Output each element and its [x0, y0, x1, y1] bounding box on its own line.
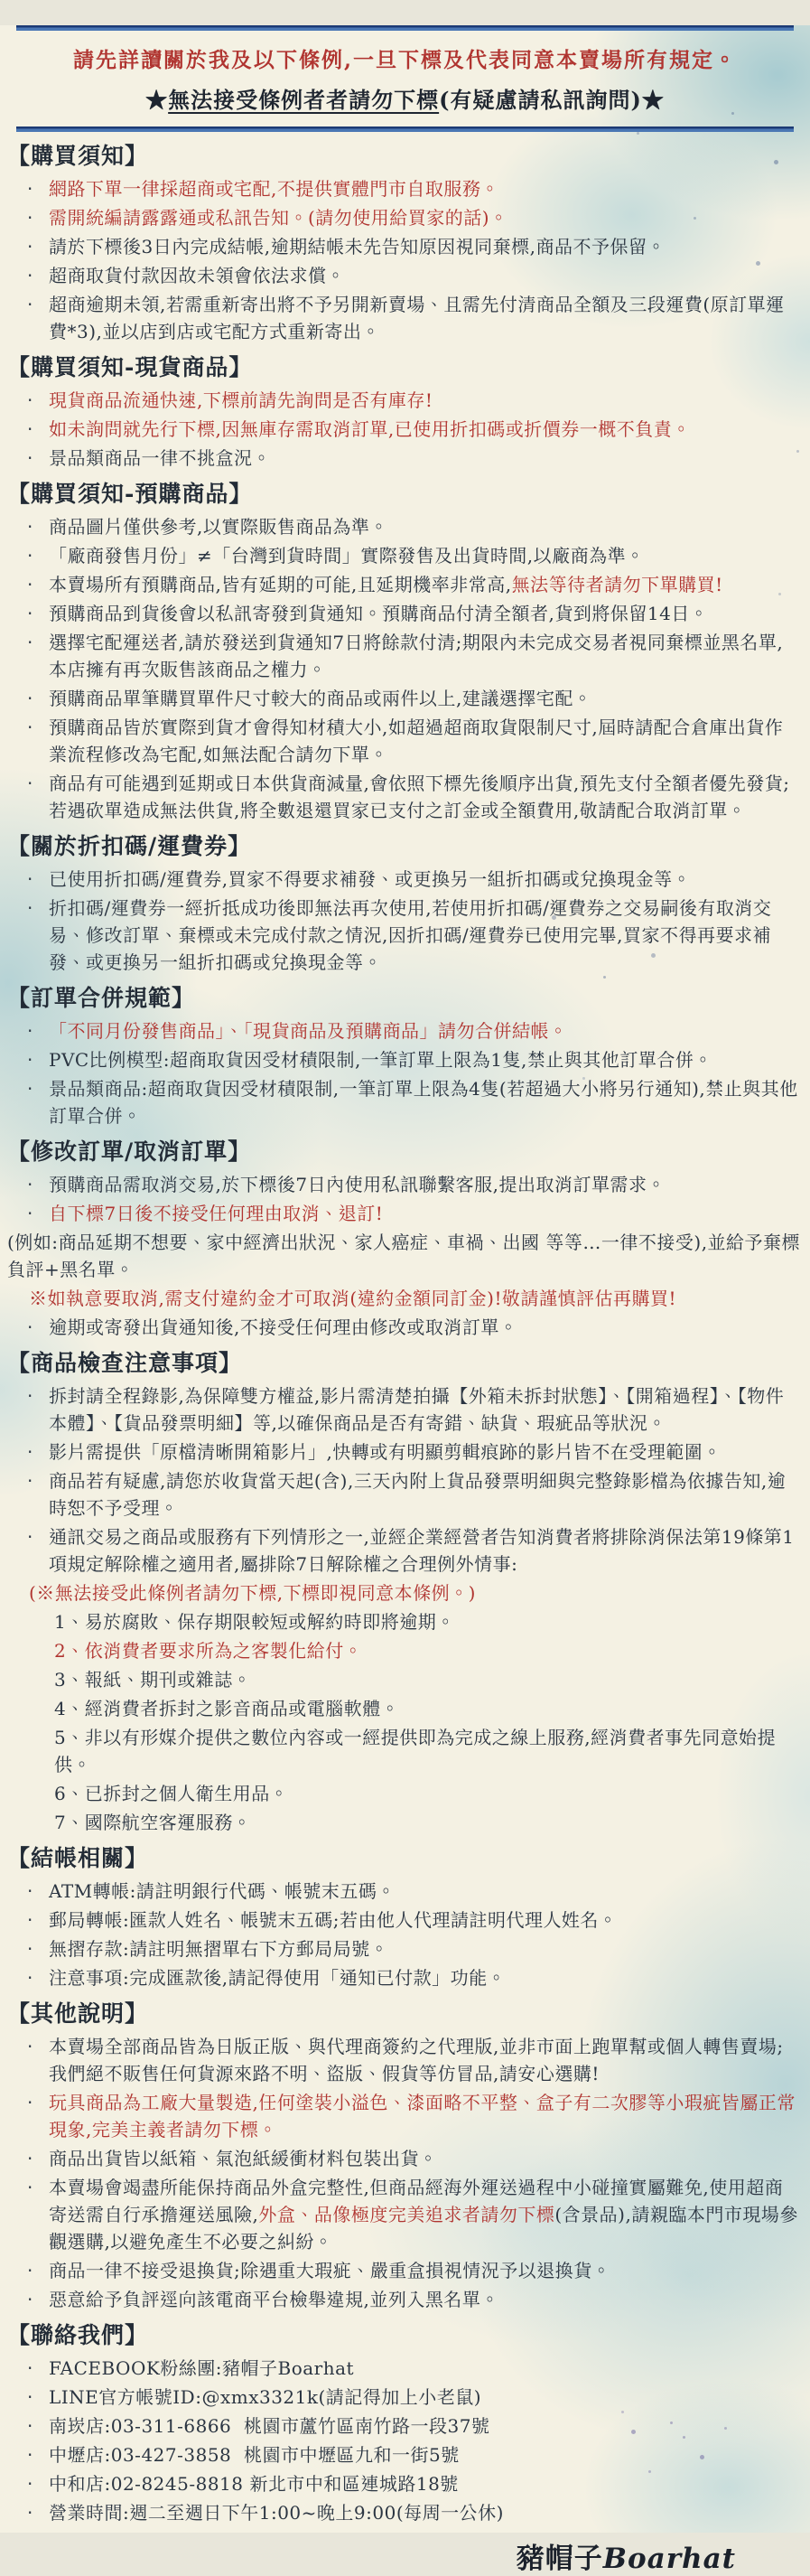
rule-item	[7, 1724, 801, 1778]
rule-item	[7, 175, 801, 202]
section-title: 【聯絡我們】	[7, 2322, 149, 2348]
rule-item	[7, 2145, 801, 2172]
rule-item	[7, 1579, 801, 1606]
bullet-dot-icon: ‧	[27, 2502, 33, 2524]
rule-item	[7, 685, 801, 712]
text-segment: 南崁店:03-311-6866 桃園市蘆竹區南竹路一段37號	[49, 2415, 490, 2437]
section-title: 【其他說明】	[7, 2000, 149, 2027]
text-segment: ※如執意要取消,需支付違約金才可取消(違約金額同訂金)!敬請謹慎評估再購買!	[29, 1288, 677, 1309]
rule-item	[7, 1285, 801, 1312]
text-segment: 「廠商發售月份」≠「台灣到貨時間」實際發售及出貨時間,以廠商為準。	[49, 545, 645, 567]
text-segment: 超商取貨付款因故未領會依法求償。	[49, 265, 345, 286]
bullet-dot-icon: ‧	[27, 1967, 33, 1989]
text-segment: (含景品),請親臨本門市現場參觀選購,以避免產生不必要之糾紛。	[49, 2204, 798, 2253]
text-segment: 4、經消費者拆封之影音商品或電腦軟體。	[54, 1698, 400, 1719]
text-segment: ATM轉帳:請註明銀行代碼、帳號末五碼。	[49, 1880, 396, 1902]
text-segment: 逾期或寄發出貨通知後,不接受任何理由修改或取消訂單。	[49, 1316, 518, 1338]
page-root	[0, 25, 810, 2575]
bullet-dot-icon: ‧	[27, 418, 33, 440]
text-segment: 需開統編請露露通或私訊告知。(請勿使用給買家的話)。	[49, 207, 508, 229]
rule-item	[7, 600, 801, 627]
bullet-dot-icon: ‧	[27, 1909, 33, 1931]
rule-item	[7, 1637, 801, 1664]
bullet-dot-icon: ‧	[27, 1203, 33, 1224]
text-segment: 拆封請全程錄影,為保障雙方權益,影片需清楚拍攝【外箱未拆封狀態】、【開箱過程】、【物件本體】、【貨品發票明細】等,以確保商品是否有寄錯、缺貨、瑕疵品等狀況。	[49, 1385, 785, 1434]
text-segment: 5、非以有形媒介提供之數位內容或一經提供即為完成之線上服務,經消費者事先同意始提供。	[54, 1727, 777, 1775]
rule-item	[7, 1935, 801, 1962]
bullet-dot-icon: ‧	[27, 2260, 33, 2281]
bullet-dot-icon: ‧	[27, 1441, 33, 1463]
rule-section	[7, 831, 801, 976]
bullet-dot-icon: ‧	[27, 603, 33, 624]
text-segment: 景品類商品一律不挑盒況。	[49, 447, 271, 469]
sections	[0, 141, 810, 2526]
rule-item	[7, 770, 801, 824]
rule-item	[7, 416, 801, 443]
text-segment: 預購商品皆於實際到貨才會得知材積大小,如超過超商取貨限制尺寸,屆時請配合倉庫出貨作業流程修改為宅配,如無法配合請勿下單。	[49, 717, 784, 765]
rule-item	[7, 2033, 801, 2087]
rule-item	[7, 1075, 801, 1129]
rule-item	[7, 895, 801, 976]
bullet-dot-icon: ‧	[27, 2444, 33, 2466]
bullet-dot-icon: ‧	[27, 2177, 33, 2198]
rule-section	[7, 1843, 801, 1991]
rule-item	[7, 1438, 801, 1466]
rule-item	[7, 1171, 801, 1198]
text-segment: FACEBOOK粉絲團:豬帽子Boarhat	[49, 2357, 355, 2379]
text-segment: 預購商品單筆購買單件尺寸較大的商品或兩件以上,建議選擇宅配。	[49, 688, 592, 709]
rule-item	[7, 2174, 801, 2255]
text-segment: 折扣碼/運費券一經折抵成功後即無法再次使用,若使用折扣碼/運費券之交易嗣後有取消交易、修改訂單、棄標或未完成付款之情況,因折扣碼/運費券已使用完畢,買家不得再要求補發、或更換另一組折扣碼或兌換現金等。	[49, 897, 772, 973]
text-segment: 商品若有疑慮,請您於收貨當天起(含),三天內附上貨品發票明細與完整錄影檔為依據告知,逾時恕不予受理。	[49, 1470, 787, 1519]
text-segment: 本賣場全部商品皆為日版正版、與代理商簽約之代理版,並非市面上跑單幫或個人轉售賣場;我們絕不販售任何貨源來路不明、盜版、假貨等仿冒品,請安心選購!	[49, 2036, 784, 2084]
rule-item	[7, 1046, 801, 1073]
rule-item	[7, 1467, 801, 1522]
bullet-dot-icon: ‧	[27, 516, 33, 538]
rule-item	[7, 1017, 801, 1044]
text-segment: 景品類商品:超商取貨因受材積限制,一筆訂單上限為4隻(若超過大小將另行通知),禁止與其他訂單合併。	[49, 1078, 798, 1127]
section-title: 【結帳相關】	[7, 1845, 149, 1871]
rule-section	[7, 1137, 801, 1341]
text-segment: 網路下單一律採超商或宅配,不提供實體門市自取服務。	[49, 178, 499, 200]
rule-item	[7, 866, 801, 893]
rule-item	[7, 1780, 801, 1807]
rule-item	[7, 1200, 801, 1227]
text-segment: 商品出貨皆以紙箱、氣泡紙緩衝材料包裝出貨。	[49, 2148, 438, 2169]
text-segment: 自下標7日後不接受任何理由取消、退訂!	[49, 1203, 384, 1224]
text-segment: (※無法接受此條例者請勿下標,下標即視同意本條例。)	[29, 1582, 476, 1604]
bullet-dot-icon: ‧	[27, 545, 33, 567]
text-segment: 惡意給予負評逕向該電商平台檢舉違規,並列入黑名單。	[49, 2289, 499, 2310]
rule-item	[7, 262, 801, 289]
section-title: 【訂單合併規範】	[7, 985, 196, 1011]
rule-item	[7, 1229, 801, 1283]
text-segment: 注意事項:完成匯款後,請記得使用「通知已付款」功能。	[49, 1967, 507, 1989]
seller-signature	[0, 2535, 810, 2576]
text-segment: 商品有可能遇到延期或日本供貨商減量,會依照下標先後順序出貨,預先支付全額者優先發貨;若遇砍單造成無法供貨,將全數退還買家已支付之訂金或全額費用,敬請配合取消訂單。	[49, 773, 790, 821]
text-segment: 中和店:02-8245-8818 新北市中和區連城路18號	[49, 2473, 459, 2495]
bullet-dot-icon: ‧	[27, 2386, 33, 2408]
text-segment: 如未詢問就先行下標,因無庫存需取消訂單,已使用折扣碼或折價券一概不負責。	[49, 418, 691, 440]
text-segment: 現貨商品流通快速,下標前請先詢問是否有庫存!	[49, 389, 433, 411]
text-segment: (例如:商品延期不想要、家中經濟出狀況、家人癌症、車禍、出國 等等…一律不接受),並給予棄標負評+黑名單。	[7, 1232, 801, 1280]
bullet-dot-icon: ‧	[27, 447, 33, 469]
bullet-dot-icon: ‧	[27, 207, 33, 229]
warning-underlined-text: 無法接受條例者者請勿下標	[168, 87, 440, 113]
rule-item	[7, 1523, 801, 1578]
rule-item	[7, 2257, 801, 2284]
rule-item	[7, 2286, 801, 2313]
rule-item	[7, 1878, 801, 1905]
paint-speckles	[0, 25, 3, 28]
text-segment: 商品一律不接受退換貨;除遇重大瑕疵、嚴重盒損視情況予以退換貨。	[49, 2260, 611, 2281]
bullet-dot-icon: ‧	[27, 2036, 33, 2057]
rule-item	[7, 387, 801, 414]
rule-item	[7, 1695, 801, 1722]
rule-item	[7, 1666, 801, 1693]
rule-item	[7, 204, 801, 231]
bullet-dot-icon: ‧	[27, 2415, 33, 2437]
banner-title: 請先詳讀關於我及以下條例,一旦下標及代表同意本賣場所有規定。	[72, 48, 737, 72]
text-segment: 超商逾期未領,若需重新寄出將不予另開新賣場、且需先付清商品全額及三段運費(原訂單運費*3),並以店到店或宅配方式重新寄出。	[49, 294, 785, 342]
bullet-dot-icon: ‧	[27, 632, 33, 653]
text-segment: 商品圖片僅供參考,以實際販售商品為準。	[49, 516, 388, 538]
rule-item	[7, 1608, 801, 1635]
text-segment: 請於下標後3日內完成結帳,逾期結帳未先告知原因視同棄標,商品不予保留。	[49, 236, 666, 258]
bullet-dot-icon: ‧	[27, 1470, 33, 1492]
star-icon: ★	[145, 87, 169, 113]
rule-item	[7, 629, 801, 683]
bullet-dot-icon: ‧	[27, 294, 33, 315]
rule-section	[7, 479, 801, 824]
rule-item	[7, 513, 801, 540]
warning-line	[0, 82, 810, 114]
text-segment: 玩具商品為工廠大量製造,任何塗裝小溢色、漆面略不平整、盒子有二次膠等小瑕疵皆屬正常現象,完美主義者請勿下標。	[49, 2092, 796, 2140]
text-segment: 通訊交易之商品或服務有下列情形之一,並經企業經營者告知消費者將排除消保法第19條第1項規定解除權之適用者,屬排除7日解除權之合理例外情事:	[49, 1526, 795, 1575]
text-segment: 3、報紙、期刊或雜誌。	[54, 1669, 252, 1691]
text-segment: 預購商品需取消交易,於下標後7日內使用私訊聯繫客服,提出取消訂單需求。	[49, 1174, 666, 1195]
text-segment: 影片需提供「原檔清晰開箱影片」,快轉或有明顯剪輯痕跡的影片皆不在受理範圍。	[49, 1441, 722, 1463]
bullet-dot-icon: ‧	[27, 574, 33, 595]
text-segment: 預購商品到貨後會以私訊寄發到貨通知。預購商品付清全額者,貨到將保留14日。	[49, 603, 709, 624]
star-icon: ★	[641, 87, 665, 113]
text-segment: 無摺存款:請註明無摺單右下方郵局局號。	[49, 1938, 389, 1960]
bullet-dot-icon: ‧	[27, 236, 33, 258]
text-segment: 6、已拆封之個人衛生用品。	[54, 1783, 289, 1804]
text-segment: PVC比例模型:超商取貨因受材積限制,一筆訂單上限為1隻,禁止與其他訂單合併。	[49, 1049, 712, 1071]
rule-item	[7, 2412, 801, 2440]
text-segment: 郵局轉帳:匯款人姓名、帳號末五碼;若由他人代理請註明代理人姓名。	[49, 1909, 618, 1931]
bullet-dot-icon: ‧	[27, 1020, 33, 1042]
rule-section	[7, 983, 801, 1129]
text-segment: 已使用折扣碼/運費券,買家不得要求補發、或更換另一組折扣碼或兌換現金等。	[49, 868, 692, 890]
text-segment: 2、依消費者要求所為之客製化給付。	[54, 1640, 363, 1662]
rule-section	[7, 1348, 801, 1836]
rule-item	[7, 2355, 801, 2382]
seller-signature-cjk: 豬帽子	[516, 2543, 603, 2575]
text-segment: 營業時間:週二至週日下午1:00~晚上9:00(每周一公休)	[49, 2502, 504, 2524]
rule-item	[7, 1906, 801, 1934]
text-segment: 本賣場所有預購商品,皆有延期的可能,且延期機率非常高,	[49, 574, 512, 595]
rule-item	[7, 2441, 801, 2468]
rule-item	[7, 1382, 801, 1437]
warning-note-text: (有疑慮請私訊詢問)	[439, 87, 642, 113]
rule-section	[7, 2320, 801, 2526]
rule-item	[7, 542, 801, 569]
text-segment: 選擇宅配運送者,請於發送到貨通知7日將餘款付清;期限內未完成交易者視同棄標並黑名單,本店擁有再次販售該商品之權力。	[49, 632, 784, 680]
text-segment: 「不同月份發售商品」、「現貨商品及預購商品」請勿合併結帳。	[49, 1020, 568, 1042]
rule-section	[7, 141, 801, 345]
bullet-dot-icon: ‧	[27, 1049, 33, 1071]
rule-item	[7, 2499, 801, 2526]
bullet-dot-icon: ‧	[27, 868, 33, 890]
bullet-dot-icon: ‧	[27, 897, 33, 919]
bullet-dot-icon: ‧	[27, 265, 33, 286]
section-title: 【購買須知】	[7, 143, 149, 169]
text-segment: 外盒、品像極度完美追求者請勿下標	[258, 2204, 555, 2225]
text-segment: 本賣場會竭盡所能保持商品外盒完整性,但商品經海外運送過程中小碰撞實屬難免,使用超商寄送需自行承擔運送風險,	[49, 2177, 784, 2225]
section-title: 【購買須知-預購商品】	[7, 481, 253, 507]
bullet-dot-icon: ‧	[27, 688, 33, 709]
bullet-dot-icon: ‧	[27, 1078, 33, 1100]
banner-bottom-divider-line	[16, 126, 794, 132]
rule-item	[7, 2470, 801, 2497]
bullet-dot-icon: ‧	[27, 2357, 33, 2379]
seller-signature-latin: Boarhat	[602, 2543, 736, 2575]
text-segment: LINE官方帳號ID:@xmx3321k(請記得加上小老鼠)	[49, 2386, 482, 2408]
text-segment: 無法等待者請勿下單購買!	[511, 574, 723, 595]
bullet-dot-icon: ‧	[27, 2473, 33, 2495]
bullet-dot-icon: ‧	[27, 1316, 33, 1338]
rule-item	[7, 2384, 801, 2411]
bullet-dot-icon: ‧	[27, 2092, 33, 2113]
bullet-dot-icon: ‧	[27, 389, 33, 411]
section-title: 【修改訂單/取消訂單】	[7, 1138, 252, 1165]
rule-item	[7, 1964, 801, 1991]
rule-item	[7, 571, 801, 598]
section-title: 【商品檢查注意事項】	[7, 1350, 243, 1376]
rule-item	[7, 445, 801, 472]
rule-section	[7, 352, 801, 472]
text-segment: 1、易於腐敗、保存期限較短或解約時即將逾期。	[54, 1611, 455, 1633]
bullet-dot-icon: ‧	[27, 1526, 33, 1548]
rule-item	[7, 2089, 801, 2143]
bullet-dot-icon: ‧	[27, 2289, 33, 2310]
bullet-dot-icon: ‧	[27, 1938, 33, 1960]
text-segment: 7、國際航空客運服務。	[54, 1812, 252, 1833]
rule-item	[7, 1314, 801, 1341]
bullet-dot-icon: ‧	[27, 773, 33, 794]
bullet-dot-icon: ‧	[27, 1174, 33, 1195]
top-divider-line	[16, 25, 794, 31]
bullet-dot-icon: ‧	[27, 178, 33, 200]
text-segment: 中壢店:03-427-3858 桃園市中壢區九和一街5號	[49, 2444, 460, 2466]
rule-item	[7, 291, 801, 345]
bullet-dot-icon: ‧	[27, 1880, 33, 1902]
rule-item	[7, 233, 801, 260]
rule-section	[7, 1999, 801, 2313]
rule-item	[7, 714, 801, 768]
bullet-dot-icon: ‧	[27, 2148, 33, 2169]
section-title: 【關於折扣碼/運費券】	[7, 833, 252, 859]
bullet-dot-icon: ‧	[27, 1385, 33, 1407]
rule-item	[7, 1809, 801, 1836]
section-title: 【購買須知-現貨商品】	[7, 354, 253, 380]
bullet-dot-icon: ‧	[27, 717, 33, 738]
